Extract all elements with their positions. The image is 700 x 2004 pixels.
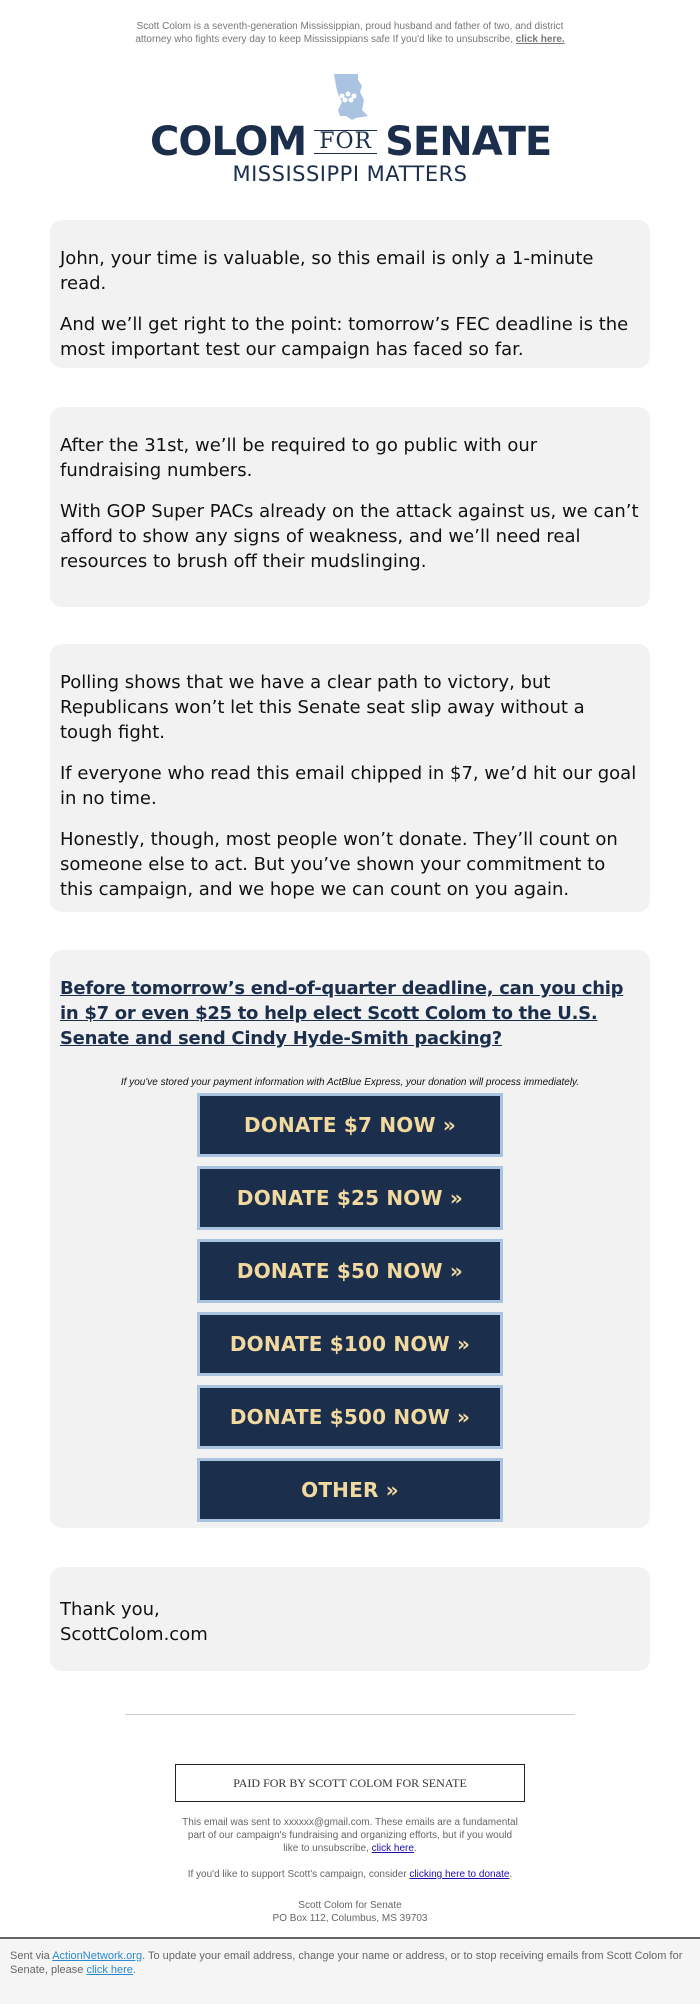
bottom-bar-middle: . To update your email address, change your name or address, or to stop receiving emails from Scott Colom for Senate, please bbox=[10, 1950, 683, 1976]
logo-title bbox=[150, 120, 550, 164]
intro-paragraph-2: And we’ll get right to the point: tomorrow’s FEC deadline is the most important test our campaign has faced so far. bbox=[60, 314, 629, 360]
donate-button-list bbox=[60, 1093, 640, 1522]
campaign-logo bbox=[150, 70, 550, 190]
logo-for: FOR bbox=[314, 130, 377, 154]
donate-100-button[interactable]: DONATE $100 NOW » bbox=[197, 1312, 503, 1376]
preheader bbox=[120, 20, 580, 46]
footer-support-note: If you'd like to support Scott's campaign, consider clicking here to donate. bbox=[187, 1869, 513, 1880]
logo-name-left: COLOM bbox=[150, 119, 307, 165]
footer-unsubscribe-link[interactable]: click here bbox=[371, 1843, 414, 1854]
footer-address: PO Box 112, Columbus, MS 39703 bbox=[272, 1913, 428, 1924]
footer-address-block bbox=[180, 1899, 520, 1925]
signoff-thanks: Thank you, bbox=[60, 1599, 160, 1620]
message-card-deadline bbox=[50, 407, 650, 607]
footer-support-text: If you'd like to support Scott's campaign, consider bbox=[187, 1869, 407, 1880]
signoff-website: ScottColom.com bbox=[60, 1624, 208, 1645]
bottom-bar-prefix: Sent via bbox=[10, 1950, 50, 1962]
footer-donate-link[interactable]: clicking here to donate bbox=[409, 1869, 510, 1880]
message-card-intro bbox=[50, 220, 650, 368]
preheader-text: Scott Colom is a seventh-generation Mississippian, proud husband and father of two, and district attorney who fights every day to keep Mississippians safe If you'd like to unsubscribe, bbox=[135, 21, 564, 45]
mississippi-state-icon bbox=[328, 72, 372, 122]
paid-for-disclaimer: PAID FOR BY SCOTT COLOM FOR SENATE bbox=[175, 1764, 525, 1802]
message-card-polling bbox=[50, 644, 650, 912]
actblue-express-note: If you've stored your payment information with ActBlue Express, your donation will process immediately. bbox=[120, 1077, 580, 1088]
logo-tagline: MISSISSIPPI MATTERS bbox=[232, 162, 468, 186]
donate-other-button[interactable]: OTHER » bbox=[197, 1458, 503, 1522]
deadline-paragraph-2: With GOP Super PACs already on the attack against us, we can’t afford to show any signs of weakness, and we’ll need real resources to brush off their mudslinging. bbox=[60, 501, 639, 572]
polling-paragraph-1: Polling shows that we have a clear path to victory, but Republicans won’t let this Senate seat slip away without a tough fight. bbox=[60, 672, 585, 743]
action-network-bar: Sent via ActionNetwork.org. To update your email address, change your name or address, or to stop receiving emails from Scott Colom for Senate, please click here. bbox=[0, 1937, 700, 2004]
signoff-card bbox=[50, 1567, 650, 1671]
donate-50-button[interactable]: DONATE $50 NOW » bbox=[197, 1239, 503, 1303]
footer-unsubscribe-note: This email was sent to xxxxxx@gmail.com. These emails are a fundamental part of our campaign's fundraising and organizing efforts, but if you would like to unsubscribe, click here. bbox=[182, 1817, 518, 1854]
bottom-bar-unsubscribe-link[interactable]: click here bbox=[86, 1964, 133, 1976]
donation-ask-link[interactable]: Before tomorrow’s end-of-quarter deadline, can you chip in $7 or even $25 to help elect Scott Colom to the U.S. Senate and send Cindy Hyde-Smith packing? bbox=[60, 978, 624, 1049]
polling-paragraph-2: If everyone who read this email chipped in $7, we’d hit our goal in no time. bbox=[60, 763, 637, 809]
donate-7-button[interactable]: DONATE $7 NOW » bbox=[197, 1093, 503, 1157]
donate-500-button[interactable]: DONATE $500 NOW » bbox=[197, 1385, 503, 1449]
intro-paragraph-1: John, your time is valuable, so this email is only a 1-minute read. bbox=[60, 248, 594, 294]
deadline-paragraph-1: After the 31st, we’ll be required to go public with our fundraising numbers. bbox=[60, 435, 538, 481]
action-network-link[interactable]: ActionNetwork.org bbox=[52, 1950, 143, 1962]
donate-25-button[interactable]: DONATE $25 NOW » bbox=[197, 1166, 503, 1230]
preheader-unsubscribe-link[interactable]: click here. bbox=[515, 34, 565, 45]
donation-card bbox=[50, 950, 650, 1528]
polling-paragraph-3: Honestly, though, most people won’t donate. They’ll count on someone else to act. But you’ve shown your commitment to this campaign, and we hope we can count on you again. bbox=[60, 829, 618, 900]
footer-org-name: Scott Colom for Senate bbox=[298, 1900, 402, 1911]
footer-divider bbox=[125, 1714, 575, 1715]
footer-sent-to-text: This email was sent to xxxxxx@gmail.com. These emails are a fundamental part of our campaign's fundraising and organizing efforts, but if you would like to unsubscribe, bbox=[182, 1817, 518, 1854]
logo-name-right: SENATE bbox=[385, 119, 552, 165]
